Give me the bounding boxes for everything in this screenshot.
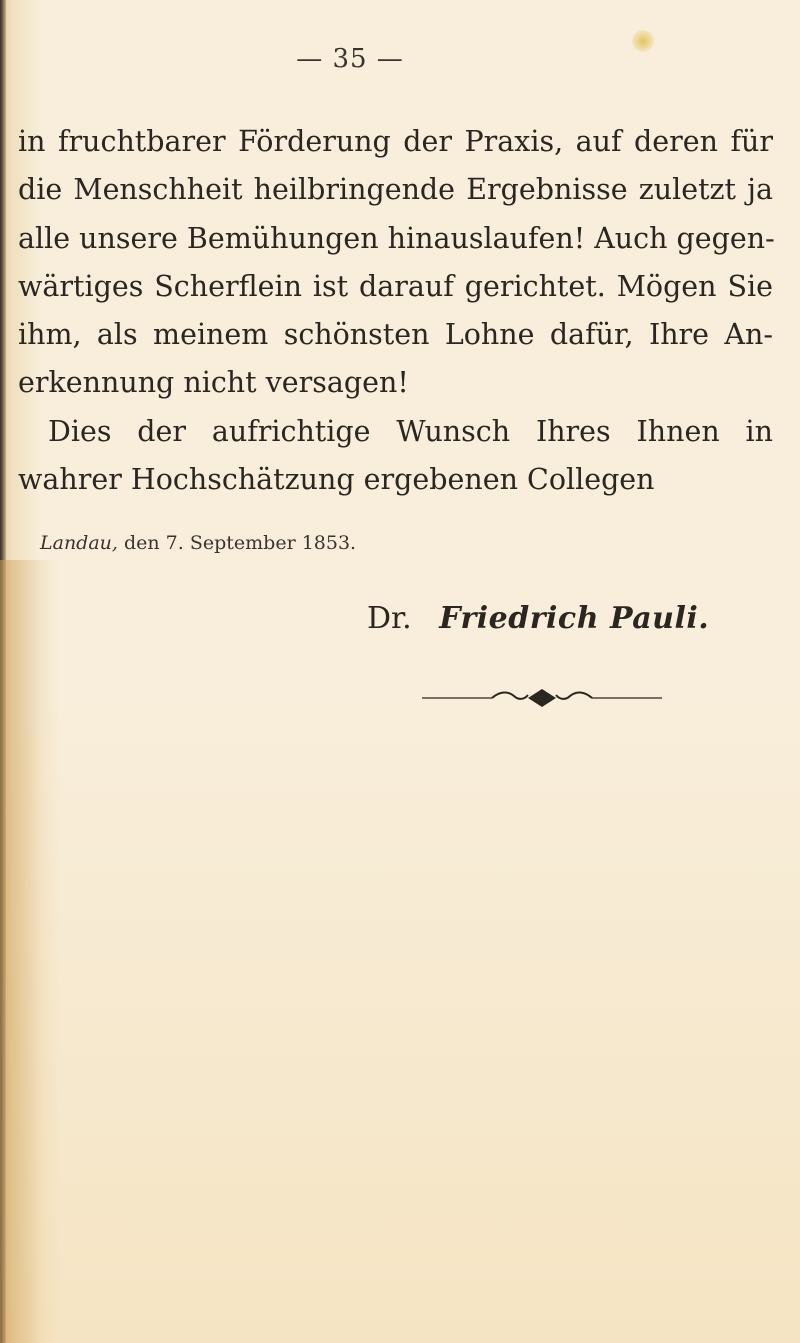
text-line: die Menschheit heilbringende Ergebnisse zuletzt ja bbox=[18, 173, 773, 207]
signature bbox=[367, 601, 709, 636]
signature-title: Dr. bbox=[367, 601, 412, 636]
dateline-place: Landau, bbox=[40, 532, 118, 554]
dateline bbox=[40, 532, 356, 554]
text-line: wärtiges Scherflein ist darauf gerichtet. Mögen Sie bbox=[18, 269, 773, 303]
text-line: alle unsere Bemühungen hinauslaufen! Auch gegen- bbox=[18, 221, 775, 255]
text-line: in fruchtbarer Förderung der Praxis, auf deren für bbox=[18, 125, 773, 158]
body-text bbox=[18, 118, 773, 504]
text-line: Dies der aufrichtige Wunsch Ihres Ihnen in bbox=[48, 414, 773, 448]
ornamental-divider-icon bbox=[422, 686, 662, 710]
text-line: ihm, als meinem schönsten Lohne dafür, Ihre An- bbox=[18, 318, 773, 352]
signature-name: Friedrich Pauli. bbox=[439, 601, 710, 636]
paper-stain bbox=[0, 560, 60, 1343]
dateline-date: den 7. September 1853. bbox=[124, 532, 357, 554]
page-number: — 35 — bbox=[296, 44, 404, 74]
text-line: erkennung nicht versagen! bbox=[18, 366, 409, 400]
text-line: wahrer Hochschätzung ergebenen Collegen bbox=[18, 463, 655, 497]
